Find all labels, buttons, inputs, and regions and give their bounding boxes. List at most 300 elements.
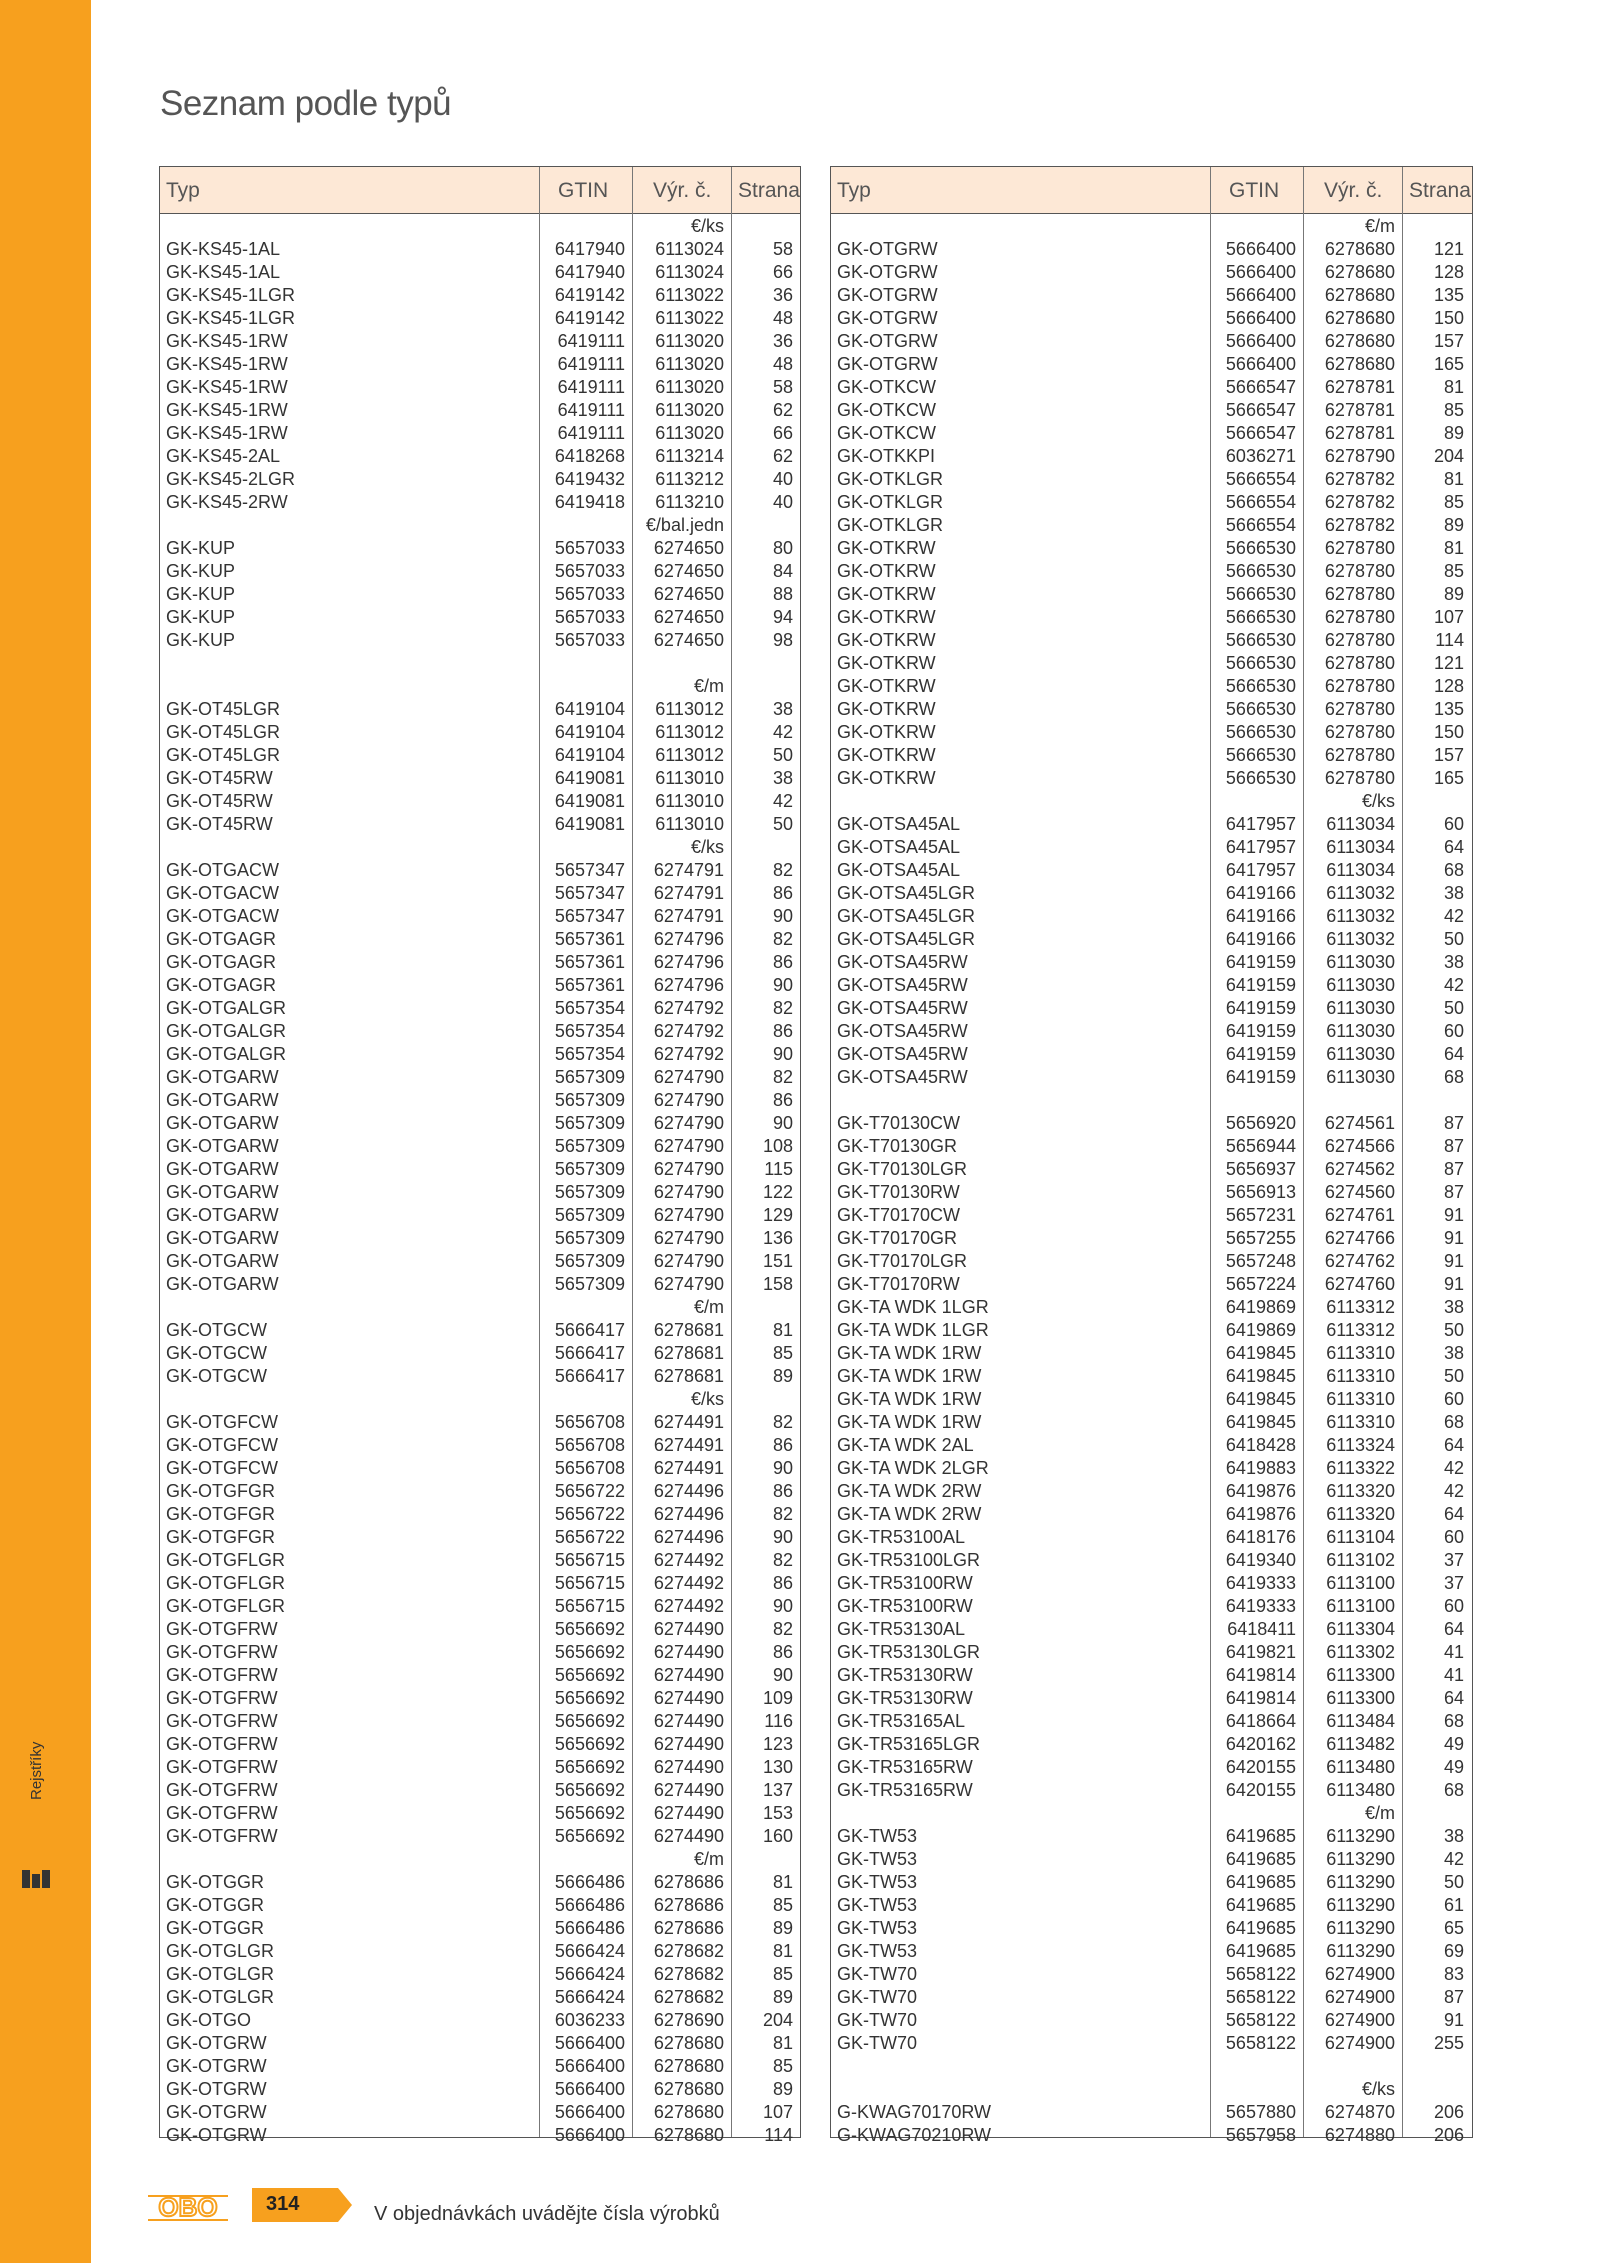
cell-strana: 68 <box>1443 860 1464 880</box>
cell-gtin: 6419111 <box>557 354 625 374</box>
table-row <box>831 1986 1472 2009</box>
cell-typ: GK-OTGACW <box>166 883 279 903</box>
cell-strana: 121 <box>1433 239 1464 259</box>
cell-strana: 60 <box>1443 1389 1464 1409</box>
cell-strana: 150 <box>1433 722 1464 742</box>
cell-typ: GK-KUP <box>166 561 236 581</box>
table-row <box>831 1549 1472 1572</box>
cell-typ: GK-TA WDK 1RW <box>837 1366 982 1386</box>
cell-typ: GK-TR53165RW <box>837 1757 973 1777</box>
table-row <box>831 468 1472 491</box>
cell-strana: 90 <box>772 1527 793 1547</box>
cell-strana: 204 <box>762 2010 793 2030</box>
table-row <box>831 836 1472 859</box>
cell-gtin: 5657361 <box>554 952 625 972</box>
cell-strana: 38 <box>772 699 793 719</box>
cell-gtin: 5666530 <box>1225 607 1296 627</box>
cell-gtin: 6419159 <box>1225 1021 1296 1041</box>
cell-typ: GK-TW53 <box>837 1849 918 1869</box>
cell-vyr: 6113320 <box>1326 1504 1395 1524</box>
cell-gtin: 5657224 <box>1225 1274 1296 1294</box>
cell-vyr: 6113300 <box>1326 1688 1395 1708</box>
cell-gtin: 6419159 <box>1225 1067 1296 1087</box>
cell-strana: 85 <box>772 1964 793 1984</box>
table-row <box>160 1894 800 1917</box>
cell-vyr: 6278780 <box>1324 699 1395 719</box>
cell-strana: 60 <box>1443 814 1464 834</box>
table-row <box>831 1158 1472 1181</box>
table-row <box>831 698 1472 721</box>
cell-strana: 66 <box>772 423 793 443</box>
cell-vyr: 6278680 <box>653 2033 724 2053</box>
cell-vyr: 6113300 <box>1326 1665 1395 1685</box>
cell-strana: 42 <box>772 791 793 811</box>
table-row <box>831 928 1472 951</box>
cell-gtin: 6419081 <box>554 814 625 834</box>
cell-typ: GK-T70170GR <box>837 1228 958 1248</box>
cell-gtin: 5656708 <box>554 1412 625 1432</box>
cell-typ: GK-KS45-1LGR <box>166 308 296 328</box>
table-row <box>831 2124 1472 2147</box>
table-row <box>831 1066 1472 1089</box>
cell-vyr: 6113324 <box>1326 1435 1395 1455</box>
table-row <box>160 468 800 491</box>
table-row <box>160 1227 800 1250</box>
table-row <box>160 1066 800 1089</box>
table-row <box>831 537 1472 560</box>
table-row <box>831 1020 1472 1043</box>
cell-strana: 85 <box>1443 492 1464 512</box>
cell-typ: GK-OTGFRW <box>166 1780 278 1800</box>
cell-vyr: 6274790 <box>653 1090 724 1110</box>
cell-typ: GK-OTGFRW <box>166 1665 278 1685</box>
table-row <box>160 1572 800 1595</box>
cell-vyr: 6274496 <box>653 1504 724 1524</box>
cell-strana: 38 <box>1443 1297 1464 1317</box>
table-row <box>160 1434 800 1457</box>
cell-vyr: 6113012 <box>655 722 724 742</box>
cell-strana: 42 <box>1443 906 1464 926</box>
cell-typ: GK-TR53100RW <box>837 1596 973 1616</box>
cell-typ: GK-OTKRW <box>837 538 936 558</box>
cell-typ: GK-OTKLGR <box>837 469 944 489</box>
cell-strana: 38 <box>1443 952 1464 972</box>
cell-typ: GK-KUP <box>166 584 236 604</box>
cell-vyr: 6274900 <box>1324 1987 1395 2007</box>
cell-typ: GK-OTGFRW <box>166 1757 278 1777</box>
cell-gtin: 6417957 <box>1225 837 1296 857</box>
cell-vyr: 6274791 <box>653 883 724 903</box>
cell-vyr: 6274766 <box>1324 1228 1395 1248</box>
cell-typ: GK-OTGALGR <box>166 1044 287 1064</box>
cell-typ: GK-KUP <box>166 630 236 650</box>
table-row <box>831 882 1472 905</box>
cell-gtin: 6419159 <box>1225 952 1296 972</box>
cell-typ: GK-OTGFRW <box>166 1642 278 1662</box>
cell-vyr: 6113290 <box>1326 1826 1395 1846</box>
cell-strana: 128 <box>1433 262 1464 282</box>
cell-vyr: 6113020 <box>655 354 724 374</box>
cell-vyr: 6274792 <box>653 1021 724 1041</box>
cell-typ: GK-OTSA45AL <box>837 860 961 880</box>
cell-typ: GK-OTGFGR <box>166 1504 275 1524</box>
cell-typ: GK-TW70 <box>837 2010 918 2030</box>
table-row <box>831 1848 1472 1871</box>
cell-strana: 86 <box>772 1573 793 1593</box>
cell-typ: GK-OTGRW <box>837 285 938 305</box>
cell-typ: GK-OTGARW <box>166 1205 279 1225</box>
cell-gtin: 5657347 <box>554 860 625 880</box>
cell-typ: GK-OTGFRW <box>166 1619 278 1639</box>
cell-strana: 129 <box>762 1205 793 1225</box>
cell-gtin: 5656692 <box>554 1826 625 1846</box>
cell-gtin: 5657033 <box>554 561 625 581</box>
cell-vyr: 6113024 <box>655 239 724 259</box>
cell-strana: 60 <box>1443 1527 1464 1547</box>
table-row <box>160 1020 800 1043</box>
footer-note: V objednávkách uvádějte čísla výrobků <box>374 2203 720 2225</box>
cell-gtin: 5657248 <box>1225 1251 1296 1271</box>
cell-strana: 38 <box>772 768 793 788</box>
cell-strana: 81 <box>1443 538 1464 558</box>
cell-vyr: 6274900 <box>1324 2033 1395 2053</box>
table-row <box>160 1664 800 1687</box>
cell-typ: GK-OTKCW <box>837 400 936 420</box>
cell-typ: GK-OTSA45RW <box>837 952 968 972</box>
table-row <box>160 2124 800 2147</box>
cell-strana: 94 <box>772 607 793 627</box>
cell-gtin: 5666530 <box>1225 584 1296 604</box>
table-row <box>160 1779 800 1802</box>
cell-vyr: 6113302 <box>1326 1642 1395 1662</box>
cell-typ: GK-OTSA45RW <box>837 1067 968 1087</box>
table-row <box>160 2055 800 2078</box>
cell-gtin: 6419081 <box>554 768 625 788</box>
cell-typ: GK-OT45LGR <box>166 722 281 742</box>
cell-strana: 82 <box>772 929 793 949</box>
table-row <box>160 1802 800 1825</box>
cell-strana: 85 <box>772 1895 793 1915</box>
table-row <box>831 951 1472 974</box>
cell-vyr: 6274790 <box>653 1113 724 1133</box>
cell-vyr: 6113022 <box>655 308 724 328</box>
cell-strana: 160 <box>762 1826 793 1846</box>
table-row <box>831 330 1472 353</box>
cell-typ: GK-T70130LGR <box>837 1159 968 1179</box>
table-row <box>831 1503 1472 1526</box>
cell-strana: 48 <box>772 308 793 328</box>
cell-gtin: 6420155 <box>1225 1780 1296 1800</box>
cell-gtin: 6419883 <box>1225 1458 1296 1478</box>
cell-strana: 116 <box>764 1711 793 1731</box>
cell-vyr: 6274650 <box>653 584 724 604</box>
cell-strana: 87 <box>1443 1113 1464 1133</box>
cell-typ: GK-KS45-2LGR <box>166 469 296 489</box>
cell-gtin: 5666486 <box>554 1895 625 1915</box>
table-row <box>160 1457 800 1480</box>
table-row <box>831 1779 1472 1802</box>
cell-strana: 85 <box>1443 561 1464 581</box>
cell-typ: GK-TW70 <box>837 1964 918 1984</box>
unit-label: €/bal.jedn <box>645 515 724 535</box>
table-row <box>160 767 800 790</box>
cell-strana: 50 <box>1443 1872 1464 1892</box>
cell-strana: 41 <box>1443 1642 1464 1662</box>
cell-strana: 50 <box>1443 929 1464 949</box>
cell-vyr: 6113482 <box>1326 1734 1395 1754</box>
cell-strana: 62 <box>772 400 793 420</box>
unit-row <box>160 514 800 537</box>
table-row <box>831 1342 1472 1365</box>
unit-row <box>831 2078 1472 2101</box>
cell-vyr: 6113290 <box>1326 1849 1395 1869</box>
cell-strana: 64 <box>1443 1688 1464 1708</box>
table-row <box>831 1595 1472 1618</box>
cell-gtin: 5657309 <box>554 1251 625 1271</box>
cell-typ: GK-OTGFGR <box>166 1481 275 1501</box>
table-row <box>160 698 800 721</box>
table-row <box>831 652 1472 675</box>
cell-typ: GK-OTGARW <box>166 1136 279 1156</box>
cell-gtin: 6419104 <box>554 745 625 765</box>
cell-strana: 137 <box>762 1780 793 1800</box>
cell-vyr: 6278782 <box>1324 515 1395 535</box>
unit-label: €/m <box>1364 216 1395 236</box>
cell-vyr: 6113312 <box>1326 1297 1395 1317</box>
table-row <box>160 376 800 399</box>
cell-gtin: 5666424 <box>554 1964 625 1984</box>
cell-vyr: 6113304 <box>1326 1619 1395 1639</box>
cell-strana: 58 <box>772 239 793 259</box>
unit-label: €/ks <box>690 1389 724 1409</box>
table-row <box>160 1825 800 1848</box>
cell-gtin: 5666486 <box>554 1872 625 1892</box>
table-row <box>160 1733 800 1756</box>
table-row <box>831 376 1472 399</box>
cell-vyr: 6278680 <box>1324 354 1395 374</box>
cell-typ: GK-T70170CW <box>837 1205 961 1225</box>
cell-typ: GK-OTKRW <box>837 722 936 742</box>
cell-strana: 89 <box>1443 423 1464 443</box>
cell-strana: 48 <box>772 354 793 374</box>
cell-typ: GK-TW53 <box>837 1826 918 1846</box>
cell-typ: GK-OTKRW <box>837 607 936 627</box>
cell-gtin: 6419845 <box>1225 1412 1296 1432</box>
unit-row <box>160 1848 800 1871</box>
table-row <box>160 1503 800 1526</box>
cell-strana: 68 <box>1443 1780 1464 1800</box>
cell-vyr: 6113480 <box>1326 1780 1395 1800</box>
table-row <box>160 399 800 422</box>
cell-vyr: 6113024 <box>655 262 724 282</box>
cell-typ: GK-TW53 <box>837 1872 918 1892</box>
cell-vyr: 6113022 <box>655 285 724 305</box>
cell-typ: GK-KS45-1RW <box>166 331 288 351</box>
cell-gtin: 5666554 <box>1225 469 1296 489</box>
cell-typ: GK-TA WDK 1RW <box>837 1412 982 1432</box>
cell-gtin: 5666530 <box>1225 722 1296 742</box>
table-row <box>831 606 1472 629</box>
cell-vyr: 6278686 <box>653 1918 724 1938</box>
cell-gtin: 6419142 <box>554 285 625 305</box>
cell-typ: GK-OTKCW <box>837 377 936 397</box>
table-row <box>831 859 1472 882</box>
cell-gtin: 5657309 <box>554 1113 625 1133</box>
cell-typ: GK-T70170LGR <box>837 1251 968 1271</box>
cell-gtin: 6419845 <box>1225 1343 1296 1363</box>
cell-gtin: 6419111 <box>557 377 625 397</box>
cell-typ: GK-OTGRW <box>837 239 938 259</box>
cell-strana: 42 <box>772 722 793 742</box>
cell-typ: GK-OTKRW <box>837 653 936 673</box>
cell-gtin: 5657309 <box>554 1067 625 1087</box>
cell-vyr: 6278780 <box>1324 722 1395 742</box>
cell-gtin: 5657309 <box>554 1159 625 1179</box>
cell-typ: GK-OTGARW <box>166 1113 279 1133</box>
cell-vyr: 6113104 <box>1326 1527 1395 1547</box>
cell-strana: 81 <box>1443 469 1464 489</box>
cell-gtin: 6419685 <box>1225 1941 1296 1961</box>
cell-gtin: 5666400 <box>554 2056 625 2076</box>
cell-vyr: 6113290 <box>1326 1895 1395 1915</box>
cell-typ: GK-OTGACW <box>166 860 279 880</box>
cell-strana: 42 <box>1443 1481 1464 1501</box>
cell-typ: GK-TR53130RW <box>837 1688 973 1708</box>
cell-vyr: 6278780 <box>1324 768 1395 788</box>
cell-strana: 83 <box>1443 1964 1464 1984</box>
cell-typ: GK-OTGALGR <box>166 1021 287 1041</box>
cell-gtin: 6419876 <box>1225 1481 1296 1501</box>
cell-typ: GK-TW70 <box>837 1987 918 2007</box>
cell-gtin: 5666554 <box>1225 515 1296 535</box>
table-row <box>831 491 1472 514</box>
cell-gtin: 6417940 <box>554 262 625 282</box>
table-row <box>831 1871 1472 1894</box>
table-row <box>831 1940 1472 1963</box>
cell-typ: GK-KUP <box>166 538 236 558</box>
table-row <box>831 675 1472 698</box>
cell-vyr: 6113020 <box>655 400 724 420</box>
type-table-left <box>159 166 801 2145</box>
table-row <box>831 1825 1472 1848</box>
cell-gtin: 6419685 <box>1225 1918 1296 1938</box>
cell-typ: GK-KS45-1RW <box>166 377 288 397</box>
cell-strana: 135 <box>1433 699 1464 719</box>
cell-gtin: 5656708 <box>554 1458 625 1478</box>
table-row <box>160 1480 800 1503</box>
cell-vyr: 6113012 <box>655 745 724 765</box>
cell-vyr: 6274490 <box>653 1642 724 1662</box>
cell-typ: GK-OTGRW <box>166 2102 267 2122</box>
unit-label: €/ks <box>1361 2079 1395 2099</box>
table-row <box>831 1273 1472 1296</box>
table-row <box>831 1411 1472 1434</box>
cell-typ: GK-OTGACW <box>166 906 279 926</box>
cell-strana: 50 <box>1443 1366 1464 1386</box>
cell-strana: 60 <box>1443 1596 1464 1616</box>
cell-typ: GK-OTGGR <box>166 1895 264 1915</box>
header-vyr: Výr. č. <box>653 179 712 202</box>
table-row <box>831 1618 1472 1641</box>
cell-vyr: 6278781 <box>1324 377 1395 397</box>
cell-strana: 114 <box>764 2125 793 2145</box>
header-typ: Typ <box>837 179 871 202</box>
table-row <box>160 238 800 261</box>
cell-typ: GK-OTSA45LGR <box>837 929 976 949</box>
table-row <box>160 353 800 376</box>
table-row <box>160 1641 800 1664</box>
table-row <box>160 261 800 284</box>
cell-gtin: 5666530 <box>1225 538 1296 558</box>
cell-typ: GK-OTGGR <box>166 1872 264 1892</box>
table-row <box>160 1710 800 1733</box>
cell-vyr: 6113020 <box>655 377 724 397</box>
cell-strana: 86 <box>772 1021 793 1041</box>
cell-vyr: 6274562 <box>1324 1159 1395 1179</box>
cell-vyr: 6113290 <box>1326 1872 1395 1892</box>
cell-typ: GK-OTGRW <box>166 2079 267 2099</box>
cell-vyr: 6113310 <box>1326 1389 1395 1409</box>
cell-strana: 98 <box>772 630 793 650</box>
cell-gtin: 6419142 <box>554 308 625 328</box>
cell-gtin: 6419333 <box>1225 1596 1296 1616</box>
cell-typ: GK-OT45RW <box>166 814 273 834</box>
cell-typ: GK-OTKRW <box>837 676 936 696</box>
table-row <box>160 905 800 928</box>
cell-typ: GK-OTKRW <box>837 584 936 604</box>
table-row <box>160 1181 800 1204</box>
cell-gtin: 5666530 <box>1225 630 1296 650</box>
cell-strana: 91 <box>1443 1205 1464 1225</box>
cell-gtin: 6419685 <box>1225 1826 1296 1846</box>
cell-typ: GK-KS45-1RW <box>166 400 288 420</box>
cell-strana: 107 <box>1433 607 1464 627</box>
table-row <box>831 1319 1472 1342</box>
table-row <box>831 1227 1472 1250</box>
cell-vyr: 6113320 <box>1326 1481 1395 1501</box>
cell-vyr: 6278682 <box>653 1941 724 1961</box>
cell-strana: 50 <box>1443 998 1464 1018</box>
cell-strana: 82 <box>772 1067 793 1087</box>
cell-vyr: 6274762 <box>1324 1251 1395 1271</box>
header-typ: Typ <box>166 179 200 202</box>
cell-strana: 91 <box>1443 1228 1464 1248</box>
cell-vyr: 6113484 <box>1326 1711 1395 1731</box>
cell-vyr: 6113034 <box>1326 860 1395 880</box>
cell-vyr: 6278680 <box>653 2056 724 2076</box>
cell-gtin: 6417940 <box>554 239 625 259</box>
cell-strana: 86 <box>772 952 793 972</box>
cell-strana: 90 <box>772 1044 793 1064</box>
table-row <box>160 1043 800 1066</box>
table-row <box>160 1986 800 2009</box>
cell-gtin: 6419821 <box>1225 1642 1296 1662</box>
unit-label: €/ks <box>690 837 724 857</box>
table-row <box>160 1135 800 1158</box>
cell-vyr: 6274790 <box>653 1274 724 1294</box>
cell-typ: GK-OTKRW <box>837 699 936 719</box>
cell-typ: GK-OT45RW <box>166 768 273 788</box>
cell-typ: GK-OTGARW <box>166 1090 279 1110</box>
cell-vyr: 6113030 <box>1326 1044 1395 1064</box>
table-row <box>160 1342 800 1365</box>
cell-gtin: 5657347 <box>554 883 625 903</box>
cell-strana: 81 <box>772 2033 793 2053</box>
cell-vyr: 6113032 <box>1326 883 1395 903</box>
cell-vyr: 6278680 <box>1324 239 1395 259</box>
table-row <box>831 997 1472 1020</box>
cell-typ: GK-OTKRW <box>837 561 936 581</box>
